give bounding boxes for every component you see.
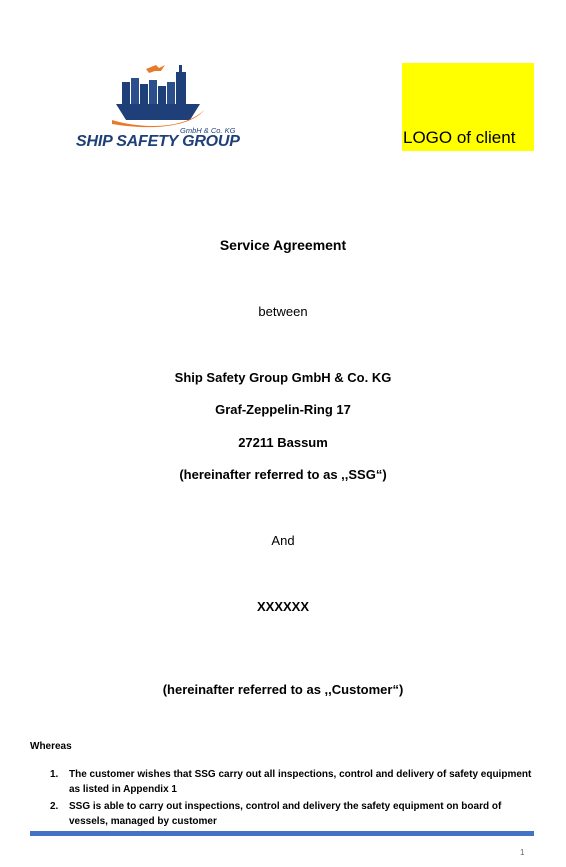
party2-name: XXXXXX — [256, 599, 310, 614]
list-item-text: The customer wishes that SSG carry out all inspections, control and delivery of safety equipment as listed in Appendix 1 — [69, 769, 532, 795]
party1-referred: (hereinafter referred to as ,,SSG“) — [179, 467, 387, 482]
ssg-logo-title: SHIP SAFETY GROUP — [76, 133, 240, 150]
client-logo-placeholder — [402, 63, 534, 151]
list-item-text: SSG is able to carry out inspections, control and delivery the safety equipment on board of vessels, managed by customer — [69, 801, 502, 827]
party2-referred: (hereinafter referred to as ,,Customer“) — [162, 682, 404, 697]
whereas-list — [50, 767, 540, 831]
page-number: 1 — [520, 848, 525, 857]
party1-name: Ship Safety Group GmbH & Co. KG — [174, 370, 392, 385]
between-text: between — [258, 304, 308, 319]
client-logo-label: LOGO of client — [403, 128, 516, 147]
ssg-logo — [76, 60, 240, 152]
list-item-number: 1. — [50, 769, 59, 780]
party1-city: 27211 Bassum — [238, 435, 328, 450]
whereas-heading: Whereas — [30, 741, 72, 752]
list-item — [50, 767, 540, 797]
and-text: And — [271, 533, 295, 548]
list-item — [50, 799, 540, 829]
ssg-logo-subtitle: GmbH & Co. KG — [180, 126, 236, 135]
list-item-number: 2. — [50, 801, 59, 812]
ship-icon — [76, 60, 236, 132]
footer-divider — [30, 831, 534, 836]
document-title: Service Agreement — [219, 237, 347, 253]
party1-street: Graf-Zeppelin-Ring 17 — [215, 402, 351, 417]
